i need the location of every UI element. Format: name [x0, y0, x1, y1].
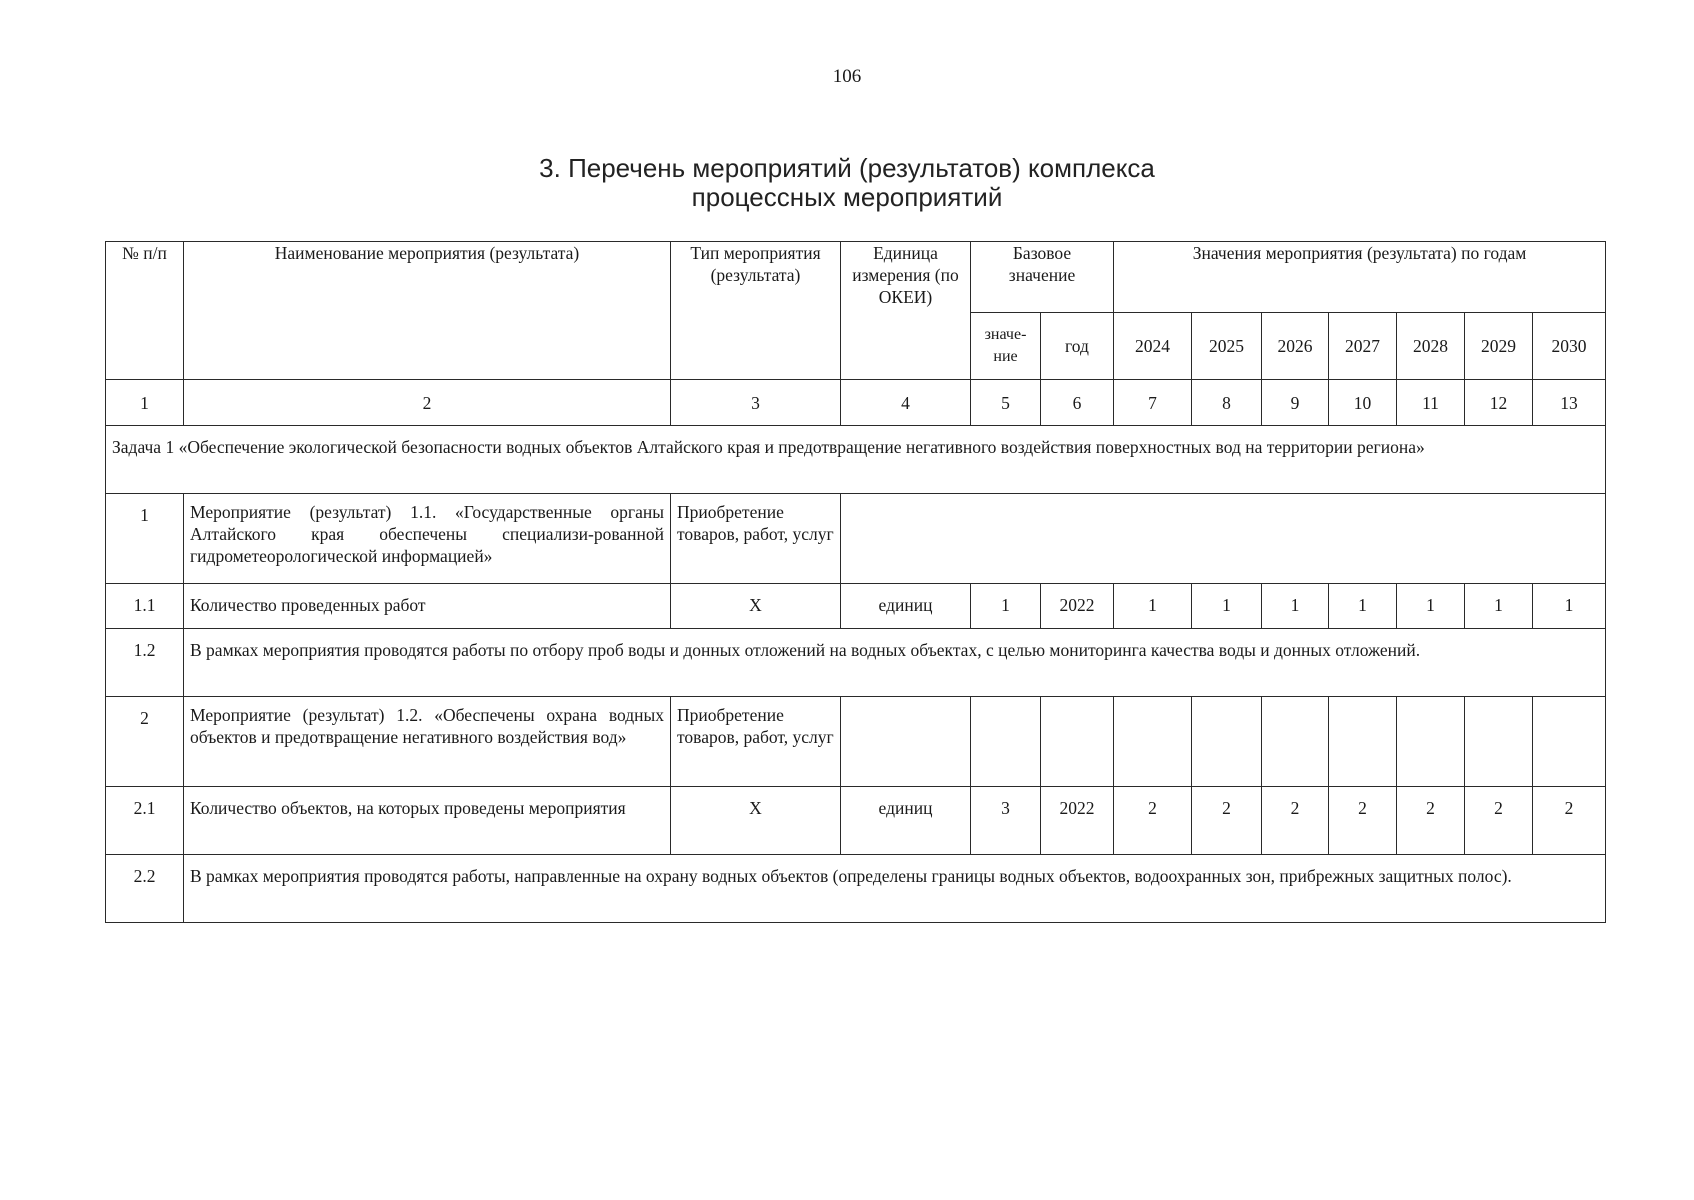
column-number: 2	[184, 380, 671, 426]
column-number: 11	[1397, 380, 1465, 426]
header-row-1	[106, 242, 1606, 313]
row-value-2026: 1	[1262, 584, 1329, 629]
empty-cell	[1465, 697, 1533, 787]
column-numbers-row	[106, 380, 1606, 426]
table-row	[106, 494, 1606, 584]
empty-cell	[1397, 697, 1465, 787]
row-value-2027: 2	[1329, 787, 1397, 855]
row-base-value: 1	[971, 584, 1041, 629]
table-row	[106, 697, 1606, 787]
row-num: 2.1	[106, 787, 184, 855]
table-row	[106, 787, 1606, 855]
column-number: 4	[841, 380, 971, 426]
column-number: 13	[1533, 380, 1606, 426]
header-year-2024: 2024	[1114, 313, 1192, 380]
row-num: 1.1	[106, 584, 184, 629]
header-base: Базовое значение	[971, 242, 1114, 313]
title-line-2: процессных мероприятий	[691, 182, 1003, 212]
header-year-2029: 2029	[1465, 313, 1533, 380]
column-number: 12	[1465, 380, 1533, 426]
row-description: В рамках мероприятия проводятся работы по отбору проб воды и донных отложений на водных объектах, с целью мониторинга качества воды и донных отложений.	[184, 629, 1606, 697]
header-base-year: год	[1041, 313, 1114, 380]
empty-cell	[1041, 697, 1114, 787]
column-number: 9	[1262, 380, 1329, 426]
header-base-value: значе-ние	[971, 313, 1041, 380]
empty-cell	[971, 697, 1041, 787]
row-num: 1	[106, 494, 184, 584]
row-value-2024: 1	[1114, 584, 1192, 629]
column-number: 7	[1114, 380, 1192, 426]
column-number: 1	[106, 380, 184, 426]
empty-cell	[1114, 697, 1192, 787]
row-base-year: 2022	[1041, 584, 1114, 629]
row-base-value: 3	[971, 787, 1041, 855]
table-row	[106, 629, 1606, 697]
row-unit: единиц	[841, 584, 971, 629]
row-description: В рамках мероприятия проводятся работы, направленные на охрану водных объектов (определены границы водных объектов, водоохранных зон, прибрежных защитных полос).	[184, 855, 1606, 923]
row-name: Мероприятие (результат) 1.2. «Обеспечены охрана водных объектов и предотвращение негативного воздействия вод»	[184, 697, 671, 787]
row-num: 1.2	[106, 629, 184, 697]
empty-cell	[1329, 697, 1397, 787]
row-value-2025: 2	[1192, 787, 1262, 855]
row-value-2030: 2	[1533, 787, 1606, 855]
row-value-2029: 2	[1465, 787, 1533, 855]
column-number: 3	[671, 380, 841, 426]
header-year-2025: 2025	[1192, 313, 1262, 380]
row-base-year: 2022	[1041, 787, 1114, 855]
header-year-2027: 2027	[1329, 313, 1397, 380]
page-title	[0, 154, 1694, 212]
row-unit: единиц	[841, 787, 971, 855]
header-name: Наименование мероприятия (результата)	[184, 242, 671, 380]
row-value-2029: 1	[1465, 584, 1533, 629]
row-name: Мероприятие (результат) 1.1. «Государственные органы Алтайского края обеспечены специализи-рованной гидрометеорологической информацией»	[184, 494, 671, 584]
empty-cell	[841, 697, 971, 787]
row-value-2028: 2	[1397, 787, 1465, 855]
header-num: № п/п	[106, 242, 184, 380]
column-number: 10	[1329, 380, 1397, 426]
row-value-2028: 1	[1397, 584, 1465, 629]
header-by-years: Значения мероприятия (результата) по годам	[1114, 242, 1606, 313]
row-value-2027: 1	[1329, 584, 1397, 629]
header-year-2026: 2026	[1262, 313, 1329, 380]
row-type: X	[671, 787, 841, 855]
header-unit: Единица измерения (по ОКЕИ)	[841, 242, 971, 380]
row-name: Количество объектов, на которых проведены мероприятия	[184, 787, 671, 855]
column-number: 5	[971, 380, 1041, 426]
row-value-2025: 1	[1192, 584, 1262, 629]
column-number: 8	[1192, 380, 1262, 426]
page-number: 106	[832, 66, 862, 87]
events-table	[105, 241, 1606, 923]
title-line-1: 3. Перечень мероприятий (результатов) комплекса	[539, 153, 1155, 183]
column-number: 6	[1041, 380, 1114, 426]
row-type: Приобретение товаров, работ, услуг	[671, 494, 841, 584]
header-year-2028: 2028	[1397, 313, 1465, 380]
table-row	[106, 855, 1606, 923]
row-type: Приобретение товаров, работ, услуг	[671, 697, 841, 787]
row-value-2024: 2	[1114, 787, 1192, 855]
task-row	[106, 426, 1606, 494]
row-num: 2.2	[106, 855, 184, 923]
empty-cell	[1533, 697, 1606, 787]
empty-cell	[1262, 697, 1329, 787]
row-value-2026: 2	[1262, 787, 1329, 855]
table-row	[106, 584, 1606, 629]
row-name: Количество проведенных работ	[184, 584, 671, 629]
row-value-2030: 1	[1533, 584, 1606, 629]
task-1-text: Задача 1 «Обеспечение экологической безопасности водных объектов Алтайского края и предотвращение негативного воздействия поверхностных вод на территории региона»	[106, 426, 1606, 494]
row-num: 2	[106, 697, 184, 787]
header-type: Тип мероприятия (результата)	[671, 242, 841, 380]
row-empty-values	[841, 494, 1606, 584]
row-type: X	[671, 584, 841, 629]
empty-cell	[1192, 697, 1262, 787]
header-year-2030: 2030	[1533, 313, 1606, 380]
